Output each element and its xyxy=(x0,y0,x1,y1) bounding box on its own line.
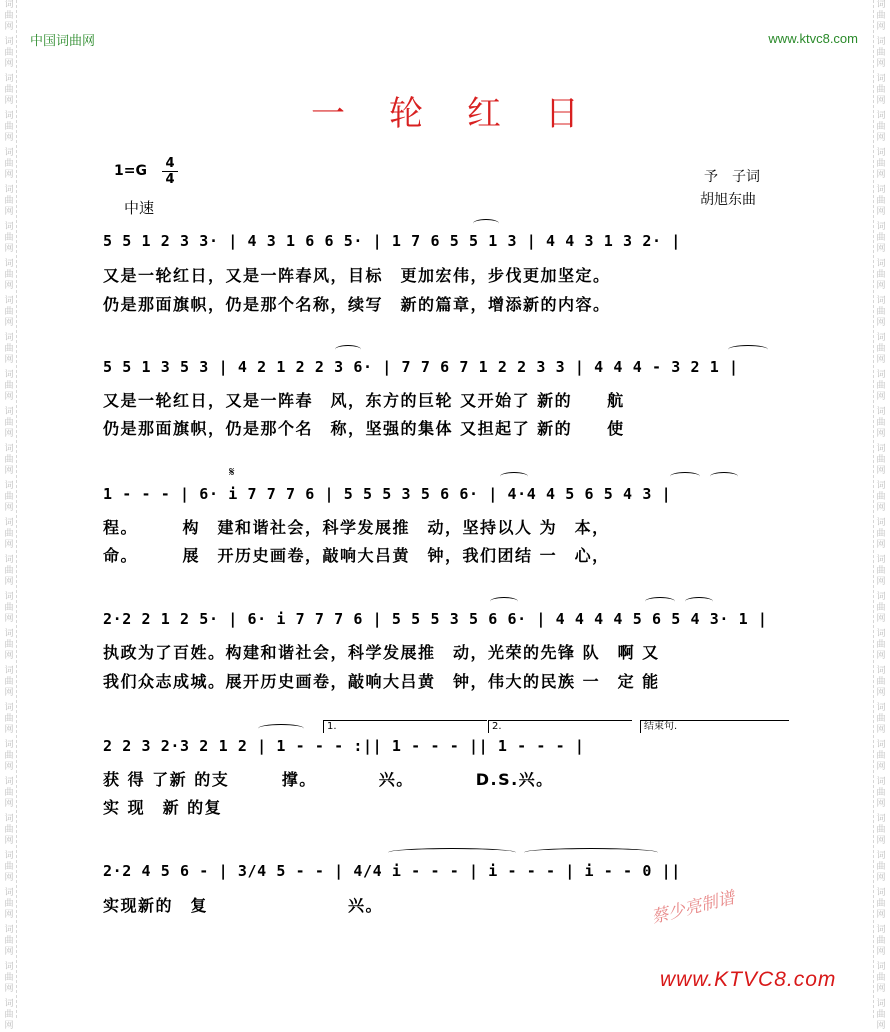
side-mark-text: 词曲网 xyxy=(4,370,14,402)
slur xyxy=(258,724,304,733)
side-mark-text: 词曲网 xyxy=(4,111,14,143)
song-title: 一轮红日 xyxy=(311,94,623,134)
side-mark-text: 词曲网 xyxy=(4,962,14,994)
side-mark-text: 词曲网 xyxy=(4,259,14,291)
system-1-lyric-1: 又是一轮红日，又是一阵春风，目标 更加宏伟，步伐更加坚定。 xyxy=(103,266,611,285)
system-4-lyric-2: 我们众志成城。展开历史画卷，敲响大吕黄 钟，伟大的民族 一 定 能 xyxy=(103,672,660,691)
side-mark-text: 词曲网 xyxy=(4,444,14,476)
system-2-lyric-1: 又是一轮红日，又是一阵春 风，东方的巨轮 又开始了 新的 航 xyxy=(103,391,625,410)
side-mark-text: 词曲网 xyxy=(4,814,14,846)
side-mark-text: 词曲网 xyxy=(876,259,886,291)
side-mark-text: 词曲网 xyxy=(876,481,886,513)
system-5-lyric-2: 实 现 新 的复 xyxy=(103,798,223,817)
system-6-notes: 2·2 4 5 6 - | 3/4 5 - - | 4/4 i - - - | i - - - | i - - 0 || xyxy=(103,862,681,880)
system-4-lyric-1: 执政为了百姓。构建和谐社会，科学发展推 动，光荣的先锋 队 啊 又 xyxy=(103,643,660,662)
side-mark-text: 词曲网 xyxy=(4,666,14,698)
side-mark-text: 词曲网 xyxy=(876,37,886,69)
side-mark-text: 词曲网 xyxy=(876,333,886,365)
system-6-lyric-1: 实现新的 复 兴。 xyxy=(103,896,384,915)
side-mark-text: 词曲网 xyxy=(876,629,886,661)
side-mark-text: 词曲网 xyxy=(4,37,14,69)
side-mark-text: 词曲网 xyxy=(4,222,14,254)
volta-1: 1. xyxy=(323,720,487,733)
side-mark-text: 词曲网 xyxy=(4,481,14,513)
side-mark-text: 词曲网 xyxy=(4,777,14,809)
lyricist-credit: 予 子词 xyxy=(704,169,760,185)
side-mark-text: 词曲网 xyxy=(876,740,886,772)
side-mark-text: 词曲网 xyxy=(876,296,886,328)
footer-url[interactable]: www.KTVC8.com xyxy=(660,968,837,991)
side-mark-text: 词曲网 xyxy=(876,814,886,846)
side-mark-text: 词曲网 xyxy=(4,0,14,32)
key-signature: 1=G xyxy=(114,163,147,179)
arranger-watermark: 蔡少亮制谱 xyxy=(649,887,737,928)
tie xyxy=(388,848,516,857)
slur xyxy=(490,597,518,606)
system-5-lyric-1: 获 得 了新 的支 撑。 兴。 D.S.兴。 xyxy=(103,770,554,789)
side-mark-text: 词曲网 xyxy=(876,407,886,439)
side-mark-text: 词曲网 xyxy=(4,592,14,624)
side-mark-text: 词曲网 xyxy=(876,925,886,957)
side-mark-text: 词曲网 xyxy=(4,555,14,587)
system-2-lyric-2: 仍是那面旗帜，仍是那个名 称，坚强的集体 又担起了 新的 使 xyxy=(103,419,625,438)
side-mark-text: 词曲网 xyxy=(876,666,886,698)
system-3-lyric-1: 程。 构 建和谐社会，科学发展推 动，坚持以人 为 本， xyxy=(103,518,610,537)
side-mark-text: 词曲网 xyxy=(876,148,886,180)
slur xyxy=(670,472,700,481)
side-mark-text: 词曲网 xyxy=(876,185,886,217)
system-3-lyric-2: 命。 展 开历史画卷，敲响大吕黄 钟，我们团结 一 心， xyxy=(103,546,610,565)
slur xyxy=(645,597,675,606)
system-3-notes: 1 - - - | 6· i 7 7 7 6 | 5 5 5 3 5 6 6· | 4·4 4 5 6 5 4 3 | xyxy=(103,485,672,503)
side-mark-text: 词曲网 xyxy=(4,518,14,550)
side-mark-text: 词曲网 xyxy=(4,74,14,106)
system-5-notes: 2 2 3 2·3 2 1 2 | 1 - - - :|| 1 - - - || 1 - - - | xyxy=(103,737,585,755)
side-mark-text: 词曲网 xyxy=(876,999,886,1031)
side-mark-text: 词曲网 xyxy=(4,999,14,1031)
side-mark-text: 词曲网 xyxy=(4,629,14,661)
slur xyxy=(710,472,738,481)
side-mark-text: 词曲网 xyxy=(876,592,886,624)
site-name[interactable]: 中国词曲网 xyxy=(30,34,96,49)
system-4-notes: 2·2 2 1 2 5· | 6· i 7 7 7 6 | 5 5 5 3 5 6 6· | 4 4 4 4 5 6 5 4 3· 1 | xyxy=(103,610,768,628)
time-top: 4 xyxy=(162,156,178,172)
side-mark-text: 词曲网 xyxy=(876,74,886,106)
tie xyxy=(524,848,658,857)
side-mark-text: 词曲网 xyxy=(876,888,886,920)
side-mark-text: 词曲网 xyxy=(4,888,14,920)
side-mark-text: 词曲网 xyxy=(876,518,886,550)
side-mark-text: 词曲网 xyxy=(876,777,886,809)
segno-sign: 𝄋 xyxy=(229,465,235,480)
side-mark-text: 词曲网 xyxy=(4,740,14,772)
side-mark-text: 词曲网 xyxy=(876,962,886,994)
volta-2: 2. xyxy=(488,720,632,733)
side-mark-text: 词曲网 xyxy=(4,925,14,957)
side-mark-text: 词曲网 xyxy=(876,851,886,883)
side-mark-text: 词曲网 xyxy=(876,111,886,143)
side-mark-text: 词曲网 xyxy=(876,703,886,735)
site-url[interactable]: www.ktvc8.com xyxy=(768,31,858,46)
side-mark-text: 词曲网 xyxy=(4,148,14,180)
side-mark-text: 词曲网 xyxy=(4,185,14,217)
side-mark-text: 词曲网 xyxy=(876,444,886,476)
composer-credit: 胡旭东曲 xyxy=(700,192,756,208)
side-mark-text: 词曲网 xyxy=(876,555,886,587)
side-mark-text: 词曲网 xyxy=(4,851,14,883)
right-side-watermark xyxy=(873,0,888,1031)
left-side-watermark xyxy=(2,0,17,1031)
slur xyxy=(335,345,361,354)
system-1-notes: 5 5 1 2 3 3· | 4 3 1 6 6 5· | 1 7 6 5 5 1 3 | 4 4 3 1 3 2· | xyxy=(103,232,681,250)
time-signature xyxy=(162,156,178,187)
slur xyxy=(473,219,499,228)
side-mark-text: 词曲网 xyxy=(876,0,886,32)
tempo-marking: 中速 xyxy=(124,199,155,217)
time-bottom: 4 xyxy=(165,172,175,187)
side-mark-text: 词曲网 xyxy=(4,333,14,365)
slur xyxy=(685,597,713,606)
slur xyxy=(728,345,768,354)
system-1-lyric-2: 仍是那面旗帜，仍是那个名称，续写 新的篇章，增添新的内容。 xyxy=(103,295,611,314)
side-mark-text: 词曲网 xyxy=(4,296,14,328)
side-mark-text: 词曲网 xyxy=(876,222,886,254)
side-mark-text: 词曲网 xyxy=(876,370,886,402)
slur xyxy=(500,472,528,481)
volta-ending: 结束句. xyxy=(640,720,789,733)
side-mark-text: 词曲网 xyxy=(4,407,14,439)
system-2-notes: 5 5 1 3 5 3 | 4 2 1 2 2 3 6· | 7 7 6 7 1 2 2 3 3 | 4 4 4 - 3 2 1 | xyxy=(103,358,739,376)
side-mark-text: 词曲网 xyxy=(4,703,14,735)
